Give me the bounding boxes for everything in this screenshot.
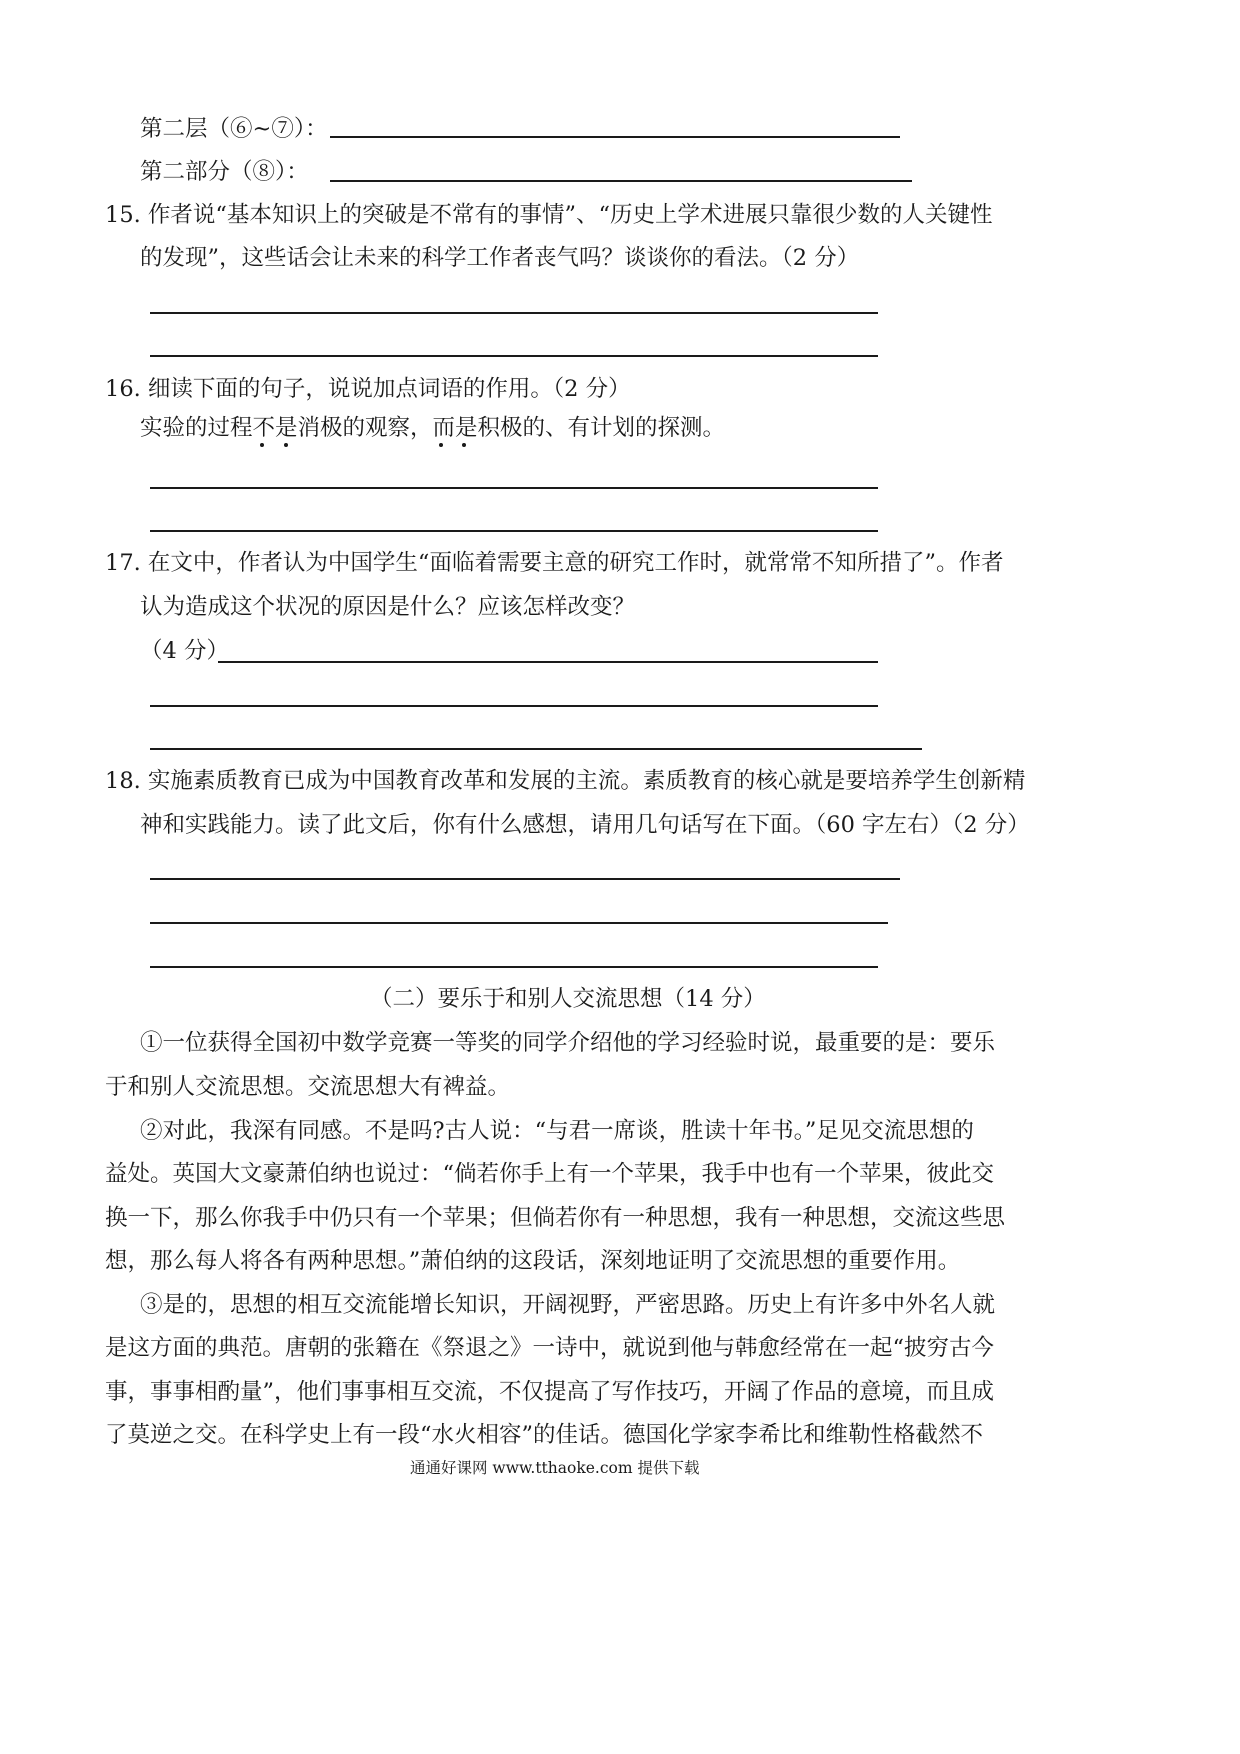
emphasis-dot bbox=[439, 443, 443, 447]
answer-line-18-2[interactable] bbox=[150, 922, 888, 924]
answer-line-17-2[interactable] bbox=[150, 705, 878, 707]
footer-watermark: 通通好课网 www.tthaoke.com 提供下载 bbox=[410, 1459, 700, 1477]
question-17-line-2: 认为造成这个状况的原因是什么？应该怎样改变？ bbox=[140, 594, 636, 620]
question-17-line-1: 17. 在文中，作者认为中国学生“面临着需要主意的研究工作时，就常常不知所措了”。作者 bbox=[105, 550, 1004, 576]
answer-line-18-1[interactable] bbox=[150, 878, 900, 880]
answer-line-17-1[interactable] bbox=[218, 661, 878, 663]
answer-line-layer-two[interactable] bbox=[330, 136, 900, 138]
answer-line-18-3[interactable] bbox=[150, 966, 878, 968]
question-16-sentence: 实验的过程不是消极的观察，而是积极的、有计划的探测。 bbox=[140, 415, 726, 441]
paragraph-2-line-4: 想，那么每人将各有两种思想。”萧伯纳的这段话，深刻地证明了交流思想的重要作用。 bbox=[105, 1248, 961, 1274]
question-16-line-1: 16. 细读下面的句子，说说加点词语的作用。（2 分） bbox=[105, 376, 631, 402]
paragraph-1-line-2: 于和别人交流思想。交流思想大有裨益。 bbox=[105, 1074, 511, 1100]
question-17-score: （4 分） bbox=[140, 638, 229, 664]
answer-line-16-1[interactable] bbox=[150, 487, 878, 489]
paragraph-2-line-1: ②对此，我深有同感。不是吗?古人说：“与君一席谈，胜读十年书。”足见交流思想的 bbox=[140, 1118, 974, 1144]
emphasis-dot bbox=[260, 443, 264, 447]
emphasis-dot bbox=[284, 443, 288, 447]
section-title: （二）要乐于和别人交流思想（14 分） bbox=[370, 986, 766, 1012]
paragraph-2-line-3: 换一下，那么你我手中仍只有一个苹果；但倘若你有一种思想，我有一种思想，交流这些思 bbox=[105, 1205, 1006, 1231]
outline-part-two: 第二部分（⑧）： bbox=[140, 159, 309, 185]
question-15-line-2: 的发现”，这些话会让未来的科学工作者丧气吗？谈谈你的看法。（2 分） bbox=[140, 245, 860, 271]
paragraph-3-line-1: ③是的，思想的相互交流能增长知识，开阔视野，严密思路。历史上有许多中外名人就 bbox=[140, 1292, 996, 1318]
question-18-line-1: 18. 实施素质教育已成为中国教育改革和发展的主流。素质教育的核心就是要培养学生创新精 bbox=[105, 768, 1026, 794]
paragraph-3-line-2: 是这方面的典范。唐朝的张籍在《祭退之》一诗中，就说到他与韩愈经常在一起“披穷古今 bbox=[105, 1335, 995, 1361]
answer-line-15-2[interactable] bbox=[150, 355, 878, 357]
answer-line-15-1[interactable] bbox=[150, 312, 878, 314]
question-15-line-1: 15. 作者说“基本知识上的突破是不常有的事情”、“历史上学术进展只靠很少数的人关键性 bbox=[105, 202, 993, 228]
paragraph-3-line-3: 事，事事相酌量”，他们事事相互交流，不仅提高了写作技巧，开阔了作品的意境，而且成 bbox=[105, 1379, 995, 1405]
question-18-line-2: 神和实践能力。读了此文后，你有什么感想，请用几句话写在下面。（60 字左右）（2 分） bbox=[140, 812, 1030, 838]
answer-line-16-2[interactable] bbox=[150, 530, 878, 532]
emphasis-dot bbox=[462, 443, 466, 447]
answer-line-17-3[interactable] bbox=[150, 748, 922, 750]
paragraph-1-line-1: ①一位获得全国初中数学竞赛一等奖的同学介绍他的学习经验时说，最重要的是：要乐 bbox=[140, 1030, 996, 1056]
answer-line-part-two[interactable] bbox=[330, 180, 912, 182]
paragraph-2-line-2: 益处。英国大文豪萧伯纳也说过：“倘若你手上有一个苹果，我手中也有一个苹果，彼此交 bbox=[105, 1161, 995, 1187]
paragraph-3-line-4: 了莫逆之交。在科学史上有一段“水火相容”的佳话。德国化学家李希比和维勒性格截然不 bbox=[105, 1422, 984, 1448]
outline-layer-two: 第二层（⑥~⑦）： bbox=[140, 116, 328, 142]
